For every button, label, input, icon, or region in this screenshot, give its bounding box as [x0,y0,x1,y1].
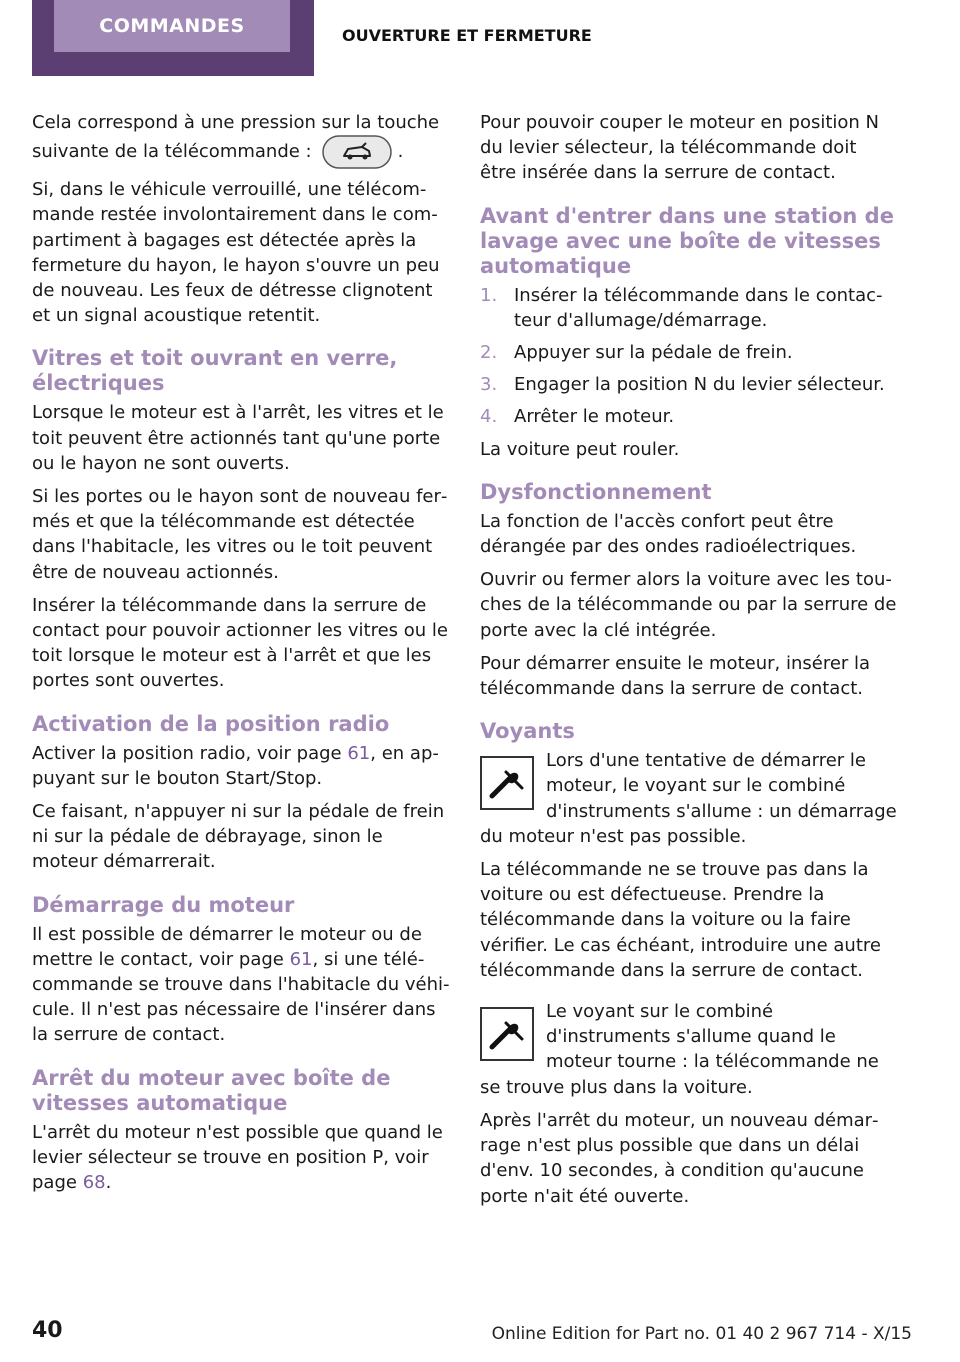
car-can-roll-paragraph: La voiture peut rouler. [480,438,680,460]
heading-malfunction: Dysfonctionnement [480,479,712,504]
indicator-block-1 [480,748,898,849]
start-text-a: Il est possible de démarrer le moteur ou de mettre le contact, voir page [32,923,422,970]
malfunction-paragraph-2: Ouvrir ou fermer alors la voiture avec les touches de la télécommande ou par la serrure de porte avec la clé intégrée. [480,569,897,641]
indicator-block-2 [480,999,898,1100]
remote-key-text-end: . [397,141,404,163]
malfunction-paragraph-1: La fonction de l'accès confort peut être dérangée par des ondes radioélectriques. [480,510,857,558]
indicator-paragraph-2: La télécommande ne se trouve pas dans la voiture ou est défectueuse. Prendre la télécommande dans la voiture ou la faire vérifier. Le cas échéant, introduire une autre télécommande dans la serrure de contact. [480,859,881,981]
car-wash-steps [480,283,898,430]
malfunction-paragraph-3: Pour démarrer ensuite le moteur, insérer la télécommande dans la serrure de contact. [480,652,871,700]
windows-paragraph-2: Si les portes ou le hayon sont de nouveau fermés et que la télécommande est détectée dans l'habitacle, les vitres ou le toit peuvent être de nouveau actionnés. [32,486,448,583]
windows-paragraph-1: Lorsque le moteur est à l'arrêt, les vitres et le toit peuvent être actionnés tant qu'une porte ou le hayon ne sont ouverts. [32,402,444,474]
remote-key-paragraph [32,110,450,169]
step-number: 1. [480,284,498,306]
key-warning-icon [480,1007,534,1061]
stop-text-a: L'arrêt du moteur n'est possible que quand le levier sélecteur se trouve en position P, voir page [32,1121,443,1194]
radio-paragraph-2: Ce faisant, n'appuyer ni sur la pédale de frein ni sur la pédale de débrayage, sinon le moteur démarrerait. [32,801,445,873]
list-item [480,283,898,333]
heading-radio: Activation de la position radio [32,711,390,736]
radio-text-b: , en appuyant sur le bouton Start/Stop. [32,742,439,789]
start-paragraph [32,922,450,1048]
indicator-text-3: Le voyant sur le combiné d'instruments s'allume quand le moteur tourne : la télécommande ne se trouve plus dans la voiture. [480,1001,879,1098]
key-warning-icon [480,756,534,810]
step-text: Insérer la télécommande dans le contacteur d'allumage/démarrage. [514,284,883,331]
list-item [480,340,898,365]
windows-paragraph-3: Insérer la télécommande dans la serrure de contact pour pouvoir actionner les vitres ou le toit lorsque le moteur est à l'arrêt et que les portes sont ouvertes. [32,594,448,692]
start-text-b: , si une télécommande se trouve dans l'habitacle du véhicule. Il n'est pas nécessaire de l'insérer dans la serrure de contact. [32,948,450,1046]
section-title: OUVERTURE ET FERMETURE [342,26,592,45]
step-number: 2. [480,342,498,364]
chapter-tab-label: COMMANDES [54,0,290,52]
heading-start: Démarrage du moteur [32,892,295,917]
heading-windows: Vitres et toit ouvrant en verre, électriques [32,346,398,396]
page-link-61-start[interactable]: 61 [289,948,313,970]
heading-car-wash: Avant d'entrer dans une station de lavage avec une boîte de vitesses automatique [480,203,894,278]
list-item [480,372,898,397]
trunk-detection-paragraph: Si, dans le véhicule verrouillé, une télécommande restée involontairement dans le compartiment à bagages est détectée après la fermeture du hayon, le hayon s'ouvre un peu de nouveau. Les feux de détresse clignotent et un signal acoustique retentit. [32,179,440,327]
radio-text-a: Activer la position radio, voir page [32,742,348,764]
chapter-tab[interactable] [32,0,314,76]
indicator-text-1: Lors d'une tentative de démarrer le moteur, le voyant sur le combiné d'instruments s'allume : un démarrage du moteur n'est pas possible. [480,750,897,847]
page-link-68[interactable]: 68 [82,1172,106,1194]
step-number: 4. [480,406,498,428]
step-text: Engager la position N du levier sélecteur. [514,374,885,396]
left-column [32,110,450,1203]
page-link-61[interactable]: 61 [347,742,371,764]
step-text: Appuyer sur la pédale de frein. [514,342,793,364]
heading-stop: Arrêt du moteur avec boîte de vitesses automatique [32,1065,391,1115]
step-text: Arrêter le moteur. [514,406,675,428]
stop-paragraph [32,1120,450,1196]
neutral-paragraph: Pour pouvoir couper le moteur en position N du levier sélecteur, la télécommande doit être insérée dans la serrure de contact. [480,112,880,184]
indicator-paragraph-4: Après l'arrêt du moteur, un nouveau démarrage n'est plus possible que dans un délai d'env. 10 secondes, à condition qu'aucune porte n'ait été ouverte. [480,1109,879,1207]
list-item [480,404,898,429]
edition-footer: Online Edition for Part no. 01 40 2 967 714 - X/15 [491,1324,912,1344]
radio-paragraph-1 [32,741,450,791]
heading-indicators: Voyants [480,719,575,744]
remote-key-text: Cela correspond à une pression sur la touche suivante de la télécommande : [32,112,440,163]
page-number: 40 [32,1318,63,1343]
step-number: 3. [480,374,498,396]
stop-text-b: . [105,1172,112,1194]
right-column [480,110,898,1217]
remote-tailgate-key-icon [322,135,392,169]
